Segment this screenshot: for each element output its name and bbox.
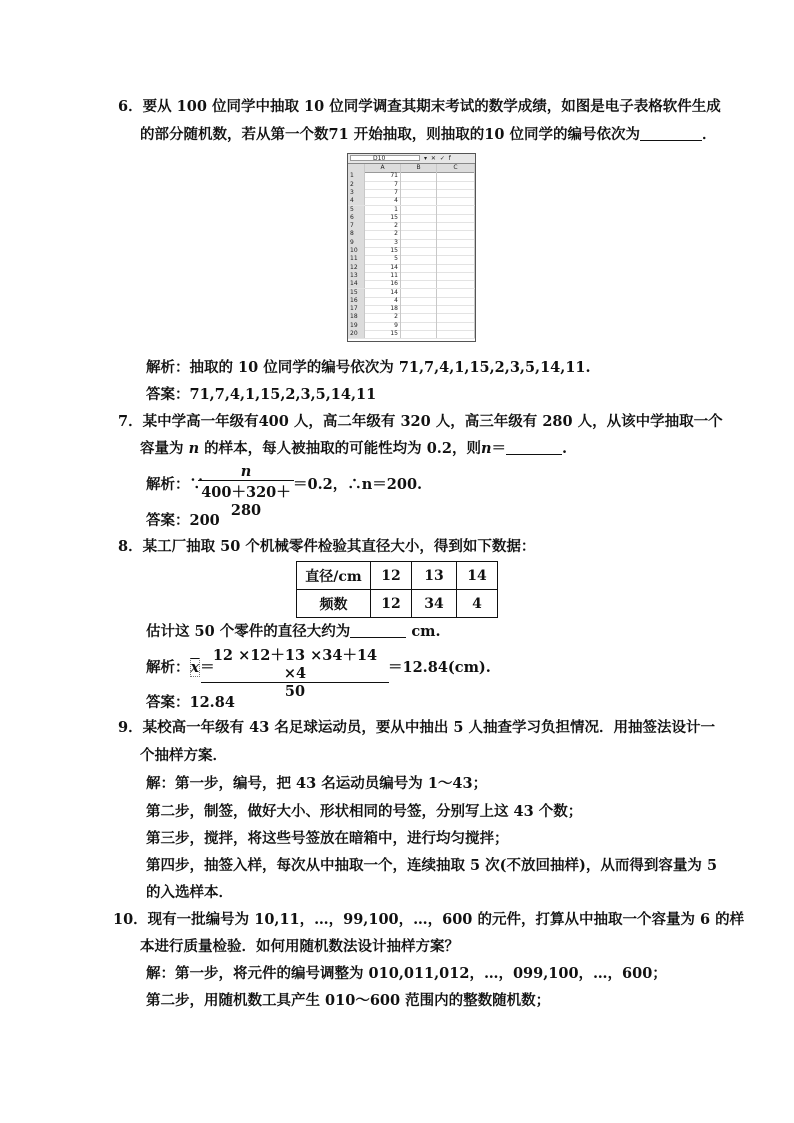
q6-answer: 答案：71,7,4,1,15,2,3,5,14,11	[146, 386, 377, 403]
value-cell: 7	[365, 189, 401, 197]
value-cell: 15	[365, 330, 401, 338]
empty-cell	[437, 189, 475, 197]
q7-line2-b: 的样本，每人被抽取的可能性均为 0.2，则	[204, 440, 481, 457]
q9-line2: 个抽样方案．	[140, 747, 227, 764]
table-cell: 12	[371, 590, 412, 618]
q7-frac-num: n	[198, 463, 294, 481]
empty-cell	[401, 222, 437, 230]
value-cell: 4	[365, 297, 401, 305]
row-number-cell: 12	[348, 264, 365, 272]
corner-cell	[348, 164, 365, 172]
q8-eq: ＝	[200, 659, 215, 676]
value-cell: 15	[365, 214, 401, 222]
cell-ref-box: D10	[350, 155, 420, 161]
empty-cell	[437, 222, 475, 230]
q7-line2	[140, 437, 567, 458]
empty-cell	[401, 280, 437, 288]
value-cell: 14	[365, 264, 401, 272]
empty-cell	[437, 247, 475, 255]
q10-line1: 10．现有一批编号为 10,11，…，99,100，…，600 的元件，打算从中抽取一个容量为 6 的样	[113, 911, 745, 928]
value-cell: 18	[365, 305, 401, 313]
value-cell: 4	[365, 197, 401, 205]
table-row	[297, 590, 498, 618]
q6-answer-blank	[640, 126, 702, 141]
value-cell: 2	[365, 313, 401, 321]
row-number-cell: 17	[348, 305, 365, 313]
q9-step1: 解：第一步，编号，把 43 名运动员编号为 1～43；	[146, 775, 488, 792]
q8-estimate-text: 估计这 50 个零件的直径大约为	[146, 623, 351, 640]
col-header-a: A	[365, 164, 401, 172]
empty-cell	[401, 181, 437, 189]
q8-estimate	[146, 620, 441, 641]
value-cell: 2	[365, 230, 401, 238]
row-number-cell: 1	[348, 172, 365, 180]
empty-cell	[437, 181, 475, 189]
row-number-cell: 7	[348, 222, 365, 230]
table-cell: 34	[412, 590, 457, 618]
q7-line2-end: .	[562, 440, 568, 457]
table-cell: 频数	[297, 590, 371, 618]
row-number-cell: 14	[348, 280, 365, 288]
row-number-cell: 13	[348, 272, 365, 280]
q8-line1: 8．某工厂抽取 50 个机械零件检验其直径大小，得到如下数据：	[118, 538, 536, 555]
empty-cell	[401, 264, 437, 272]
q7-eq: ＝	[491, 440, 506, 457]
row-number-cell: 16	[348, 297, 365, 305]
q9-step4b: 的入选样本．	[146, 884, 233, 901]
empty-cell	[401, 330, 437, 338]
empty-cell	[401, 322, 437, 330]
empty-cell	[401, 197, 437, 205]
empty-cell	[401, 272, 437, 280]
table-cell: 12	[371, 562, 412, 590]
q7-answer: 答案：200	[146, 512, 220, 529]
table-cell: 13	[412, 562, 457, 590]
q7-line2-a: 容量为	[140, 440, 184, 457]
empty-cell	[437, 280, 475, 288]
x-bar-symbol: $\overline{x}$	[190, 659, 200, 676]
empty-cell	[401, 313, 437, 321]
q8-estimate-unit: cm.	[411, 623, 441, 640]
table-cell: 4	[457, 590, 498, 618]
empty-cell	[401, 247, 437, 255]
empty-cell	[437, 264, 475, 272]
row-number-cell: 11	[348, 255, 365, 263]
empty-cell	[437, 297, 475, 305]
empty-cell	[401, 172, 437, 180]
empty-cell	[401, 206, 437, 214]
q7-analysis-label: 解析：∵	[146, 476, 204, 493]
empty-cell	[437, 289, 475, 297]
empty-cell	[401, 230, 437, 238]
q9-step3: 第三步，搅拌，将这些号签放在暗箱中，进行均匀搅拌；	[146, 830, 509, 847]
row-number-cell: 20	[348, 330, 365, 338]
empty-cell	[437, 313, 475, 321]
col-header-b: B	[401, 164, 437, 172]
q6-analysis: 解析：抽取的 10 位同学的编号依次为 71,7,4,1,15,2,3,5,14,11.	[146, 359, 591, 376]
empty-cell	[437, 230, 475, 238]
empty-cell	[401, 289, 437, 297]
row-number-cell: 3	[348, 189, 365, 197]
q10-step1: 解：第一步，将元件的编号调整为 010,011,012，…，099,100，…，600；	[146, 965, 667, 982]
q7-var-n2: n	[480, 440, 492, 457]
empty-cell	[401, 305, 437, 313]
q6-line2-end: ．	[701, 126, 717, 143]
value-cell: 11	[365, 272, 401, 280]
row-number-cell: 6	[348, 214, 365, 222]
empty-cell	[437, 305, 475, 313]
q9-step4a: 第四步，抽签入样，每次从中抽取一个，连续抽取 5 次(不放回抽样)，从而得到容量为 5	[146, 857, 718, 874]
empty-cell	[401, 239, 437, 247]
empty-cell	[437, 206, 475, 214]
col-header-c: C	[437, 164, 475, 172]
q8-analysis-rest: ＝12.84(cm).	[388, 659, 491, 676]
empty-cell	[437, 330, 475, 338]
table-cell: 直径/cm	[297, 562, 371, 590]
q6-line2-text: 的部分随机数，若从第一个数71 开始抽取，则抽取的10 位同学的编号依次为	[140, 126, 640, 143]
q7-var-n: n	[188, 440, 200, 457]
sheet-row	[348, 330, 475, 339]
value-cell: 14	[365, 289, 401, 297]
row-number-cell: 2	[348, 181, 365, 189]
formula-icons: ▾ ✕ ✓ f	[424, 155, 452, 162]
value-cell: 9	[365, 322, 401, 330]
empty-cell	[401, 214, 437, 222]
q6-line1: 6．要从 100 位同学中抽取 10 位同学调查其期末考试的数学成绩，如图是电子表格软件生成	[118, 98, 721, 115]
q8-frac-num: 12 ×12＋13 ×34＋14 ×4	[201, 644, 389, 683]
q10-line2: 本进行质量检验．如何用随机数法设计抽样方案？	[140, 938, 459, 955]
value-cell: 5	[365, 255, 401, 263]
row-number-cell: 18	[348, 313, 365, 321]
q9-step2: 第二步，制签，做好大小、形状相同的号签，分别写上这 43 个数；	[146, 803, 583, 820]
diameter-frequency-table	[296, 561, 498, 618]
table-cell: 14	[457, 562, 498, 590]
value-cell: 15	[365, 247, 401, 255]
value-cell: 71	[365, 172, 401, 180]
row-number-cell: 9	[348, 239, 365, 247]
q7-line1: 7．某中学高一年级有400 人，高二年级有 320 人，高三年级有 280 人，从该中学抽取一个	[118, 413, 723, 430]
q8-frac-den: 50	[284, 683, 306, 700]
table-row	[297, 562, 498, 590]
empty-cell	[437, 322, 475, 330]
q8-answer: 答案：12.84	[146, 694, 235, 711]
q7-analysis-rest: ＝0.2，∴n＝200.	[293, 476, 423, 493]
empty-cell	[401, 189, 437, 197]
empty-cell	[437, 272, 475, 280]
q6-line2	[140, 123, 716, 144]
empty-cell	[401, 255, 437, 263]
value-cell: 7	[365, 181, 401, 189]
empty-cell	[437, 255, 475, 263]
row-number-cell: 5	[348, 206, 365, 214]
row-number-cell: 10	[348, 247, 365, 255]
empty-cell	[437, 214, 475, 222]
empty-cell	[437, 239, 475, 247]
sheet-grid	[348, 164, 475, 341]
q8-answer-blank	[350, 623, 406, 638]
spreadsheet-figure	[347, 153, 476, 342]
q7-answer-blank	[506, 440, 562, 455]
q9-line1: 9．某校高一年级有 43 名足球运动员，要从中抽出 5 人抽查学习负担情况．用抽签法设计一	[118, 719, 716, 736]
q7-frac-den: 400＋320＋280	[201, 484, 291, 519]
row-number-cell: 15	[348, 289, 365, 297]
row-number-cell: 8	[348, 230, 365, 238]
q8-analysis-label-text: 解析：	[146, 659, 190, 676]
formula-bar	[348, 154, 475, 164]
empty-cell	[401, 297, 437, 305]
value-cell: 16	[365, 280, 401, 288]
row-number-cell: 4	[348, 197, 365, 205]
q10-step2: 第二步，用随机数工具产生 010～600 范围内的整数随机数；	[146, 992, 551, 1009]
row-number-cell: 19	[348, 322, 365, 330]
empty-cell	[437, 197, 475, 205]
empty-cell	[437, 172, 475, 180]
value-cell: 1	[365, 206, 401, 214]
value-cell: 2	[365, 222, 401, 230]
value-cell: 3	[365, 239, 401, 247]
